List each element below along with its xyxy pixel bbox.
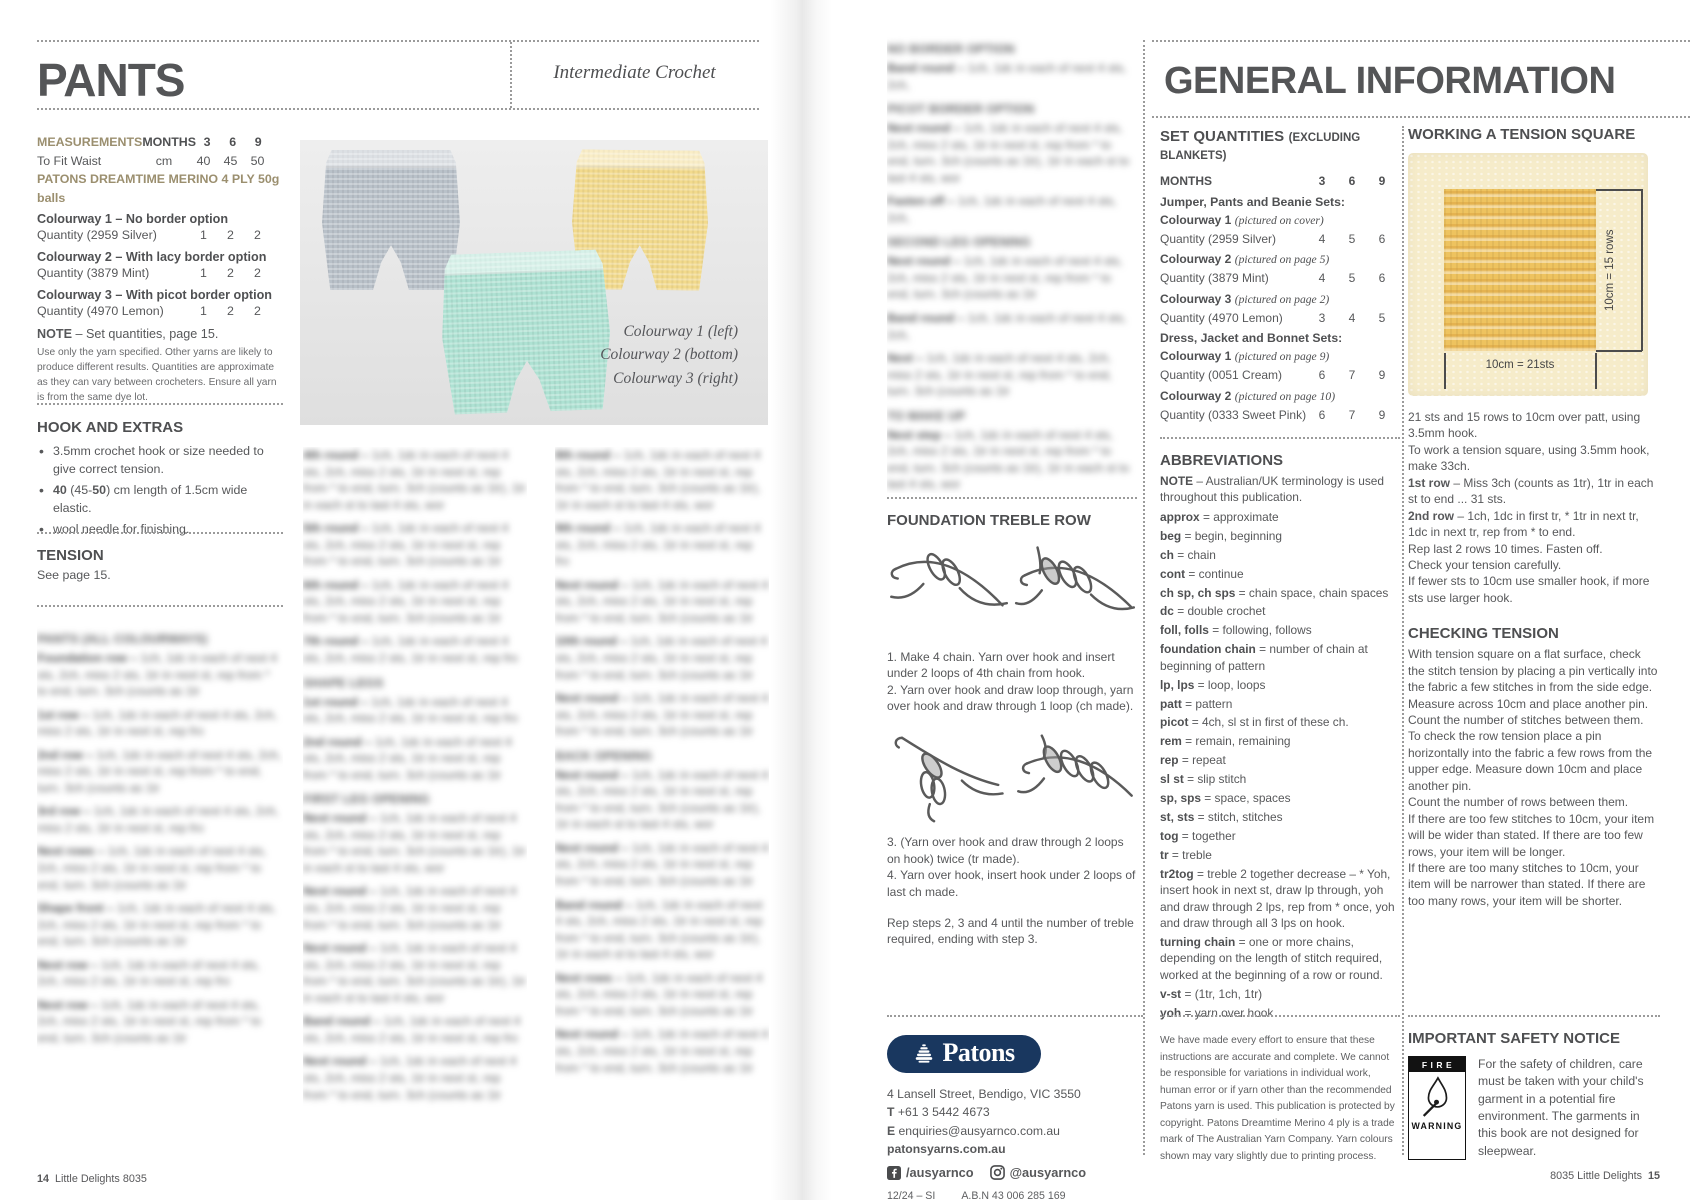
abbreviations-section [1160,437,1400,1024]
abbreviation: yoh = yarn over hook [1160,1005,1274,1020]
set-quantities-section [1160,128,1397,424]
phone-line: T +61 3 5442 4673 [887,1105,990,1120]
facebook-handle[interactable]: /ausyarnco [887,1165,974,1180]
safety-notice-section [1408,1015,1660,1160]
blurred-paragraph: Next round – 1ch, 1dc in each of next 4 sts, 2ch, miss 2 sts, 1tr in next st, rep from * to end, turn. 3ch (counts as 1tr [555,577,769,625]
text-line: Check your tension carefully. [1408,557,1562,572]
abbreviation: lp, lps = loop, loops [1160,677,1266,692]
tension-square-inner [1444,189,1596,351]
abbreviation: picot = 4ch, sl st in first of these ch. [1160,715,1349,730]
beehive-icon [913,1043,935,1065]
hook-extras-title: HOOK AND EXTRAS [37,419,184,436]
facebook-icon [887,1166,901,1180]
blurred-pattern-column [37,605,283,1153]
quantity-row: Quantity (4970 Lemon) 3 4 5 [1160,310,1386,325]
diagram-step: 1. Make 4 chain. Yarn over hook and insert under 2 loops of 4th chain from hook. [887,649,1115,681]
checking-tension-text [1408,646,1660,909]
blurred-paragraph: Next round – 1ch, 1dc in each of next 4 sts, 2ch, miss 2 sts, 1tr in next st, rep from * to end, turn. 3ch (counts as 1tr [555,691,769,739]
blurred-paragraph: Next round – 1ch, 1dc in each of next 4 sts, 2ch, miss 2 sts, 1tr in next st, rep from * to end, turn. 3ch (counts as 1tr), 1tr in each st to last 4 sts, wor [303,941,526,1005]
set-quantities-title: SET QUANTITIES (EXCLUDING BLANKETS) [1160,128,1361,162]
colourway-name: Colourway 2 (pictured on page 5) [1160,252,1330,267]
disclaimer-text: We have made every effort to ensure that these instructions are accurate and complete. We cannot be responsible for variations in individual work, human error or if yarn other than the recommended Patons yarn is used. This publication is protected by copyright. Patons Dreamtime Merino 4 ply is a trade mark of The Australian Yarn Company. Yarn colours shown may vary slightly due to printing process. [1160,1035,1395,1162]
abbreviation: sp, sps = space, spaces [1160,791,1291,806]
abbreviation: turning chain = one or more chains, depending on the length of stitch required, worked at the beginning of a row or round. [1160,935,1383,982]
foundation-steps-3-4 [887,834,1137,900]
skill-level-label: Intermediate Crochet [553,62,716,83]
colourway-name: Colourway 1 – No border option [37,212,229,227]
blurred-paragraph: Next round – 1ch, 1dc in each of next 4 sts, 2ch, miss 2 sts, 1tr in next st, rep from * to end, turn. 3ch (counts as 1tr [303,884,517,932]
blurred-paragraph: Fasten off – 1ch, 1dc in each of next 4 sts, 2ch, [887,194,1117,225]
bullet-item: • wool needle for finishing. [37,521,283,539]
blurred-paragraph: Next row – 1ch, 1dc in each of next 4 sts, 2ch, miss 2 sts, 1tr in next st, rep from * to end, turn. 3ch (counts as 1tr [37,997,262,1045]
colourway-quantities [37,212,283,320]
page-number: 14 [37,1173,50,1185]
abbreviation: dc = double crochet [1160,604,1266,619]
column-divider [1143,40,1145,1155]
abbreviation: foll, folls = following, follows [1160,623,1312,638]
blurred-paragraph: 8th round – 1ch, 1dc in each of next 4 sts, 2ch, miss 2 sts, 1tr in next st, rep from * to end, turn. 3ch (counts as 1tr), 1tr in each st to last 4 sts, wor [555,448,761,512]
blurred-paragraph: 3rd row – 1ch, 1dc in each of next 4 sts, 2ch, miss 2 sts, 1tr in next st, rep fro [37,804,279,835]
quantity-row: Quantity (3879 Mint) 4 5 6 [1160,271,1386,286]
publisher-block [887,1015,1143,1200]
blurred-paragraph: Next step – 1ch, 1dc in each of next 4 sts, 2ch, miss 2 sts, 1tr in next st, rep from * to end, turn. 3ch (counts as 1tr), 1tr in each st to last 4 sts, wor [887,427,1130,492]
months-header-row: MONTHS 3 6 9 [1160,174,1386,188]
measurements-label: MEASUREMENTS [37,135,143,149]
set-quantities-table [1160,195,1397,425]
hook-extras-list [37,443,283,539]
paragraph: If there are too few stitches to 10cm, your item will be wider than stated. If there are too few rows, your item will be longer. [1408,811,1655,859]
blurred-paragraph: 1st row – 1ch, 1dc in each of next 4 sts, 2ch, miss 2 sts, 1tr in next st, rep fro [37,707,278,739]
blurred-heading: FIRST LEG OPENING [303,792,430,807]
paragraph: With tension square on a flat surface, check the stitch tension by placing a pin vertically into the fabric a few stitches in from the side edge. [1408,647,1658,695]
blurred-paragraph: 2nd row – 1ch, 1dc in each of next 4 sts, 2ch, miss 2 sts, 1tr in next st, rep from * to end, turn. 3ch (counts as 1tr [37,747,282,795]
rows-annotation: 10cm = 15 rows [1604,229,1616,311]
colourway-name: Colourway 1 (pictured on cover) [1160,212,1324,227]
blurred-paragraph: Next row – 1ch, 1dc in each of next 4 sts, 2ch, miss 2 sts, 1tr in next st, rep fro [37,957,260,989]
abbreviation: ch sp, ch sps = chain space, chain spaces [1160,585,1389,600]
size-col: 9 [254,135,262,149]
yarn-spec: PATONS DREAMTIME MERINO 4 PLY 50g balls [37,172,280,205]
abbreviation: rep = repeat [1160,753,1226,768]
blurred-paragraph: Next rows – 1ch, 1dc in each of next 4 sts, 2ch, miss 2 sts, 1tr in next st, rep from * to end, turn. 3ch (counts as 1tr [555,970,763,1018]
abbreviation: tog = together [1160,829,1236,844]
blurred-pattern-column [887,33,1137,493]
colourway-name: Colourway 2 (pictured on page 10) [1160,388,1336,403]
text-line: 21 sts and 15 rows to 10cm over patt, using 3.5mm hook. [1408,410,1641,441]
blurred-paragraph: Band round – 1ch, 1dc in each of next 4 sts, 2ch, miss 2 sts, 1tr in next st, rep from * to end, turn. 3ch (counts as 1tr), 1tr in each st to last 4 sts, wor [555,897,763,962]
quantity-row: Quantity (0051 Cream) 6 7 9 [1160,368,1386,383]
abbreviation: patt = pattern [1160,696,1233,711]
photo-caption: Colourway 2 (bottom) [600,346,738,364]
left-page-footer [37,1173,147,1185]
tension-square-photo [1408,153,1648,396]
photo-captions [600,320,738,390]
paragraph: Count the number of rows between them. [1408,795,1629,810]
blurred-heading: BACK OPENING [555,748,653,763]
fire-warning-icon [1408,1056,1466,1160]
bullet-item: • 40 (45-50) cm length of 1.5cm wide elastic. [37,482,283,517]
crochet-diagrams-row-1 [887,539,1137,641]
fit-label: To Fit Waist [37,153,102,168]
abbreviation: foundation chain = number of chain at beginning of pattern [1160,642,1368,673]
set-group-header: Dress, Jacket and Bonnet Sets: [1160,331,1343,346]
blurred-paragraph: 2nd round – 1ch, 1dc in each of next 4 sts, 2ch, miss 2 sts, 1tr in next st, rep from * to end, turn. 3ch (counts as 1tr [303,734,512,782]
match-flame-icon [1418,1075,1456,1117]
foundation-steps-1-2 [887,649,1137,715]
foundation-repeat-note: Rep steps 2, 3 and 4 until the number of treble required, ending with step 3. [887,915,1134,947]
blurred-paragraph: Band round – 1ch, 1dc in each of next 4 sts, 2ch, [887,311,1127,342]
booklet-label: Little Delights 8035 [55,1173,147,1185]
text-line: To work a tension square, using 3.5mm hook, make 33ch. [1408,442,1650,474]
fit-value: 40 [196,153,211,168]
quantity-row: Quantity (0333 Sweet Pink) 6 7 9 [1160,407,1386,422]
set-group-header: Jumper, Pants and Beanie Sets: [1160,194,1345,209]
diagram-step: 3. (Yarn over hook and draw through 2 loops on hook) twice (tr made). [887,835,1124,866]
abbreviation: tr2tog = treble 2 together decrease – * Yoh, insert hook in next st, draw lp through, yoh and draw through 2 lps, rep from * once, yoh and draw through all 3 lps on hook. [1160,866,1395,931]
mint-pants-image [439,249,612,415]
crochet-diagram [1014,725,1137,827]
quantity-row: Quantity (3879 Mint) 1 2 2 [37,266,261,281]
abbreviation: cont = continue [1160,566,1244,581]
blurred-paragraph: 4th round – 1ch, 1dc in each of next 4 sts, 2ch, miss 2 sts, 1tr in next st, rep from * to end, turn. 3ch (counts as 1tr), 1tr in each st to last 4 sts, wor [303,448,526,512]
blurred-paragraph: Shape front – 1ch, 1dc in each of next 4 sts, 2ch, miss 2 sts, 1tr in next st, rep from * to end, turn. 3ch (counts as 1tr [37,901,276,949]
tension-section [37,532,283,584]
pants-photo [300,140,768,425]
title-suffix: (EXCLUDING BLANKETS) [1160,132,1361,162]
abbreviation: v-st = (1tr, 1ch, 1tr) [1160,986,1263,1001]
fit-value: 45 [223,153,238,168]
silver-pants-image [322,150,460,290]
unit-label: cm [155,153,173,168]
blurred-paragraph: Band round – 1ch, 1dc in each of next 4 sts, 2ch, miss 2 sts, 1tr in next st, rep fro [303,1014,521,1045]
paragraph: To check the row tension place a pin horizontally into the fabric a few rows from the upper edge. Measure down 10cm and place another pin. [1408,729,1653,793]
right-page-header [1152,40,1690,118]
colourway-name: Colourway 1 (pictured on page 9) [1160,349,1330,364]
colourway-name: Colourway 3 – With picot border option [37,287,272,302]
blurred-paragraph: 5th round – 1ch, 1dc in each of next 4 sts, 2ch, miss 2 sts, 1tr in next st, rep from * to end, turn. 3ch (counts as 1tr [303,521,509,569]
blurred-heading: SHAPE LEGS [303,675,384,690]
paragraph: Measure across 10cm and place another pin. [1408,696,1649,711]
quantity-row: Quantity (4970 Lemon) 1 2 2 [37,303,261,318]
checking-tension-title: CHECKING TENSION [1408,625,1559,643]
quantity-row: Quantity (2959 Silver) 1 2 2 [37,228,261,243]
blurred-paragraph: 10th round – 1ch, 1dc in each of next 4 sts, 2ch, miss 2 sts, 1tr in next st, rep from * to end, turn. 3ch (counts as 1tr [555,634,768,682]
address-line: 4 Lansell Street, Bendigo, VIC 3550 [887,1087,1081,1101]
crochet-diagram [887,725,1010,827]
abbreviations-list [1160,509,1400,1021]
blurred-pattern-column [555,447,769,1153]
abbreviation: rem = remain, remaining [1160,734,1291,749]
abbreviation: beg = begin, beginning [1160,528,1282,543]
blurred-paragraph: 9th round – 1ch, 1dc in each of next 4 sts, 2ch, miss 2 sts, 1tr in next st, rep fro [555,521,761,569]
foundation-title: FOUNDATION TREBLE ROW [887,512,1091,529]
blurred-paragraph: 7th round – 1ch, 1dc in each of next 4 sts, 2ch, miss 2 sts, 1tr in next st, rep fro [303,634,518,666]
measurements-section [37,133,283,405]
note-line [37,327,283,341]
hook-extras-section [37,403,283,543]
tension-square-section [1408,126,1660,909]
blurred-paragraph: Next round – 1ch, 1dc in each of next 4 sts, 2ch, miss 2 sts, 1tr in next st, rep from * to end, turn. 3ch (counts as 1tr [555,1027,769,1075]
general-info-title: GENERAL INFORMATION [1164,60,1616,102]
paragraph: If there are too many stitches to 10cm, your item will be narrower than stated. If there are too many rows, your item will be shorter. [1408,860,1646,908]
warning-label: WARNING [1411,1121,1463,1131]
column-divider [1402,126,1404,1155]
page-number: 15 [1647,1170,1660,1182]
quantity-row: Quantity (2959 Silver) 4 5 6 [1160,231,1386,246]
patons-logo [887,1035,1041,1073]
size-col: 6 [229,135,237,149]
blurred-heading: PANTS (ALL COLOURWAYS) [37,632,208,646]
size-col: 3 [203,135,211,149]
foundation-treble-section [887,497,1137,948]
abbreviation: tr = treble [1160,847,1212,862]
bullet-item: • 3.5mm crochet hook or size needed to give correct tension. [37,443,283,478]
text-line: Rep last 2 rows 10 times. Fasten off. [1408,541,1603,556]
note-label: NOTE [37,327,72,342]
blurred-paragraph: Foundation row – 1ch, 1dc in each of next 4 sts, 2ch, miss 2 sts, 1tr in next st, rep from * to end, turn. 3ch (counts as 1tr [37,651,278,699]
booklet-label: 8035 Little Delights [1550,1170,1642,1182]
text-line: 2nd row – 1ch, 1dc in first tr, * 1tr in next tr, 1dc in next tr, rep from * to end. [1408,508,1639,540]
blurred-paragraph: Next round – 1ch, 1dc in each of next 4 sts, 2ch, miss 2 sts, 1tr in next st, rep from * to end, turn. 3ch (counts as 1tr), 1tr in each st to last 4 sts, wor [555,767,769,832]
blurred-paragraph: 6th round – 1ch, 1dc in each of next 4 sts, 2ch, miss 2 sts, 1tr in next st, rep from * to end, turn. 3ch (counts as 1tr [303,577,509,625]
paragraph: Count the number of stitches between them. [1408,713,1644,727]
text-line: If fewer sts to 10cm use smaller hook, if more sts use larger hook. [1408,574,1650,605]
blurred-heading: NO BORDER OPTION [887,42,1015,56]
crochet-diagram [1014,539,1137,641]
abbreviations-note: NOTE – Australian/UK terminology is used throughout this publication. [1160,474,1385,505]
crochet-diagram [887,539,1010,641]
safety-text: For the safety of children, care must be taken with your child's garment in a potential fire environment. The garments in this book are not designed for sleepwear. [1478,1057,1644,1158]
fire-label: FIRE [1409,1057,1465,1072]
email-line[interactable]: E enquiries@ausyarnco.com.au [887,1123,1060,1138]
page-gutter [770,0,832,1200]
website-link[interactable]: patonsyarns.com.au [887,1141,1006,1156]
diagram-step: 4. Yarn over hook, insert hook under 2 loops of last ch made. [887,868,1136,900]
blurred-pattern-column [303,447,527,1153]
abbreviation: sl st = slip stitch [1160,772,1247,787]
imprint-row [887,1190,1143,1200]
blurred-heading: PICOT BORDER OPTION [887,102,1035,117]
stitches-annotation: 10cm = 21sts [1485,359,1555,371]
page-title: PANTS [37,54,185,106]
left-page-header [37,40,759,110]
blurred-paragraph: Band round – 1ch, 1dc in each of next 4 sts, 2ch, [887,61,1127,92]
crochet-diagrams-row-2 [887,725,1137,827]
tension-title: TENSION [37,547,104,564]
colourway-name: Colourway 3 (pictured on page 2) [1160,291,1330,306]
safety-title: IMPORTANT SAFETY NOTICE [1408,1030,1620,1047]
edition-code: 12/24 – SI [887,1190,936,1200]
instagram-icon [990,1165,1005,1180]
blurred-paragraph: Next – 1ch, 1dc in each of next 4 sts, 2ch, miss 2 sts, 1tr in next st, rep from * to end, turn. 3ch (counts as 1tr [887,351,1112,399]
photo-caption: Colourway 3 (right) [613,369,738,387]
fit-value: 50 [250,153,265,168]
blurred-paragraph: Next round – 1ch, 1dc in each of next 4 sts, 2ch, miss 2 sts, 1tr in next st, rep from * to end, turn. 3ch (counts as 1tr), 1tr in each st to last 4 sts, wor [303,811,526,875]
tension-text: See page 15. [37,568,111,582]
diagram-step: 2. Yarn over hook and draw loop through, yarn over hook and draw through 1 loop (ch made). [887,682,1134,714]
text-line: 1st row – Miss 3ch (counts as 1tr), 1tr in each st to end ... 31 sts. [1408,475,1654,507]
abbreviation: st, sts = stitch, stitches [1160,810,1283,825]
blurred-paragraph: Next round – 1ch, 1dc in each of next 4 sts, 2ch, miss 2 sts, 1tr in next st, rep from * to end, turn. 3ch (counts as 1tr [303,1054,517,1102]
blurred-paragraph: Next round – 1ch, 1dc in each of next 4 sts, 2ch, miss 2 sts, 1tr in next st, rep from * to end, turn. 3ch (counts as 1tr), 1tr in each st to last 4 sts, wor [887,121,1130,185]
abbreviation: approx = approximate [1160,509,1279,524]
social-row [887,1165,1143,1180]
blurred-paragraph: Next rows – 1ch, 1dc in each of next 4 sts, 2ch, miss 2 sts, 1tr in next st, rep from * to end, turn. 3ch (counts as 1tr [37,844,267,892]
right-page-footer [1400,1170,1660,1182]
working-square-title: WORKING A TENSION SQUARE [1408,126,1636,143]
blurred-heading: TO MAKE UP [887,408,966,423]
blurred-heading: SECOND LEG OPENING [887,235,1031,250]
blurred-paragraph: Next round – 1ch, 1dc in each of next 4 sts, 2ch, miss 2 sts, 1tr in next st, rep from * to end, turn. 3ch (counts as 1tr [555,840,769,889]
measurements-header-row [37,133,271,152]
instagram-handle[interactable]: @ausyarnco [990,1165,1087,1180]
months-label: MONTHS [142,135,197,149]
abbreviation: ch = chain [1160,547,1216,562]
abbreviations-title: ABBREVIATIONS [1160,452,1284,469]
disclaimer-section [1160,1015,1400,1165]
colourway-name: Colourway 2 – With lacy border option [37,250,267,265]
blurred-paragraph: Next round – 1ch, 1dc in each of next 4 sts, 2ch, miss 2 sts, 1tr in next st, rep from * to end, turn. 3ch (counts as 1tr [887,254,1123,302]
abn-number: A.B.N 43 006 285 169 [961,1190,1066,1200]
blurred-paragraph: 1st round – 1ch, 1dc in each of next 4 sts, 2ch, miss 2 sts, 1tr in next st, rep fro [303,694,518,726]
yarn-fine-print: Use only the yarn specified. Other yarns are likely to produce different results. Quantities are approximate as they can vary between crocheters. Ensure all yarn is from the same dye lot. [37,347,277,403]
photo-caption: Colourway 1 (left) [623,323,738,340]
patons-wordmark: Patons [942,1037,1015,1067]
note-text: – Set quantities, page 15. [71,327,219,342]
fit-row [37,152,271,171]
tension-instructions [1408,409,1660,606]
